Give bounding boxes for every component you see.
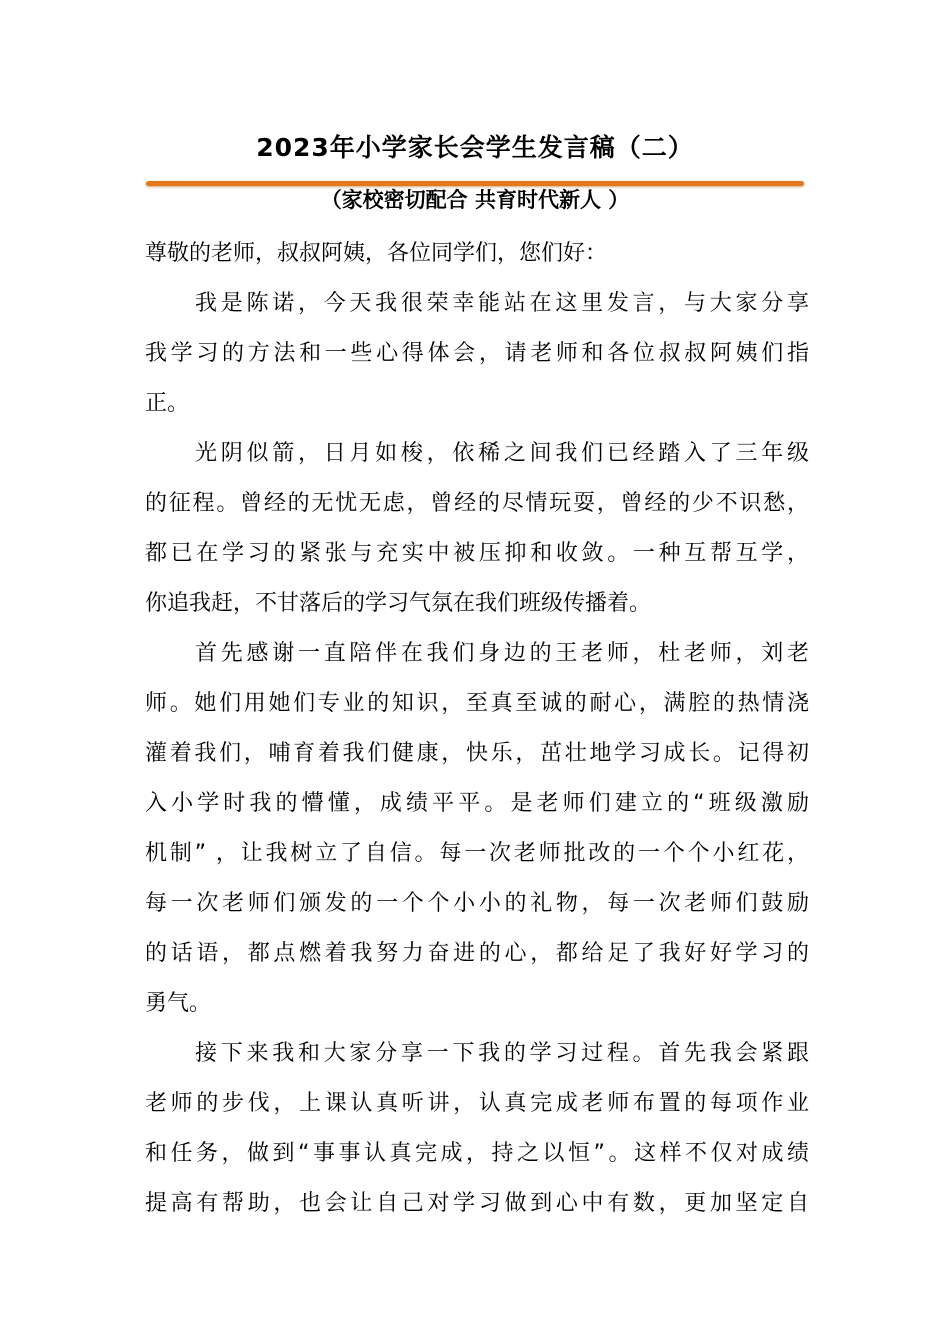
text-line: 和任务，做到“事事认真完成，持之以恒”。这样不仅对成绩 xyxy=(145,1141,809,1166)
text-line: 师。她们用她们专业的知识，至真至诚的耐心，满腔的热情浇 xyxy=(145,691,809,716)
document-subtitle: （家校密切配合 共育时代新人 ） xyxy=(320,188,630,212)
text-line: 老师的步伐，上课认真听讲，认真完成老师布置的每项作业 xyxy=(145,1091,809,1116)
text-line: 提高有帮助，也会让自己对学习做到心中有数，更加坚定自 xyxy=(145,1191,809,1216)
text-line: 我是陈诺，今天我很荣幸能站在这里发言，与大家分享 xyxy=(195,291,809,316)
text-line: 每一次老师们颁发的一个个小小的礼物，每一次老师们鼓励 xyxy=(145,891,809,916)
text-line: 你追我赶，不甘落后的学习气氛在我们班级传播着。 xyxy=(145,591,652,616)
text-line: 光阴似箭，日月如梭，依稀之间我们已经踏入了三年级 xyxy=(195,441,809,466)
text-line: 尊敬的老师，叔叔阿姨，各位同学们，您们好： xyxy=(145,241,608,266)
text-line: 正。 xyxy=(145,391,190,416)
document-title: 2023年小学家长会学生发言稿（二） xyxy=(256,133,694,162)
text-line: 入小学时我的懵懂，成绩平平。是老师们建立的“班级激励 xyxy=(145,791,809,816)
text-line: 我学习的方法和一些心得体会，请老师和各位叔叔阿姨们指 xyxy=(145,341,809,366)
text-line: 都已在学习的紧张与充实中被压抑和收敛。一种互帮互学， xyxy=(145,541,809,566)
text-line: 首先感谢一直陪伴在我们身边的王老师，杜老师，刘老 xyxy=(195,641,809,666)
body-text xyxy=(145,229,809,1229)
text-line: 的话语，都点燃着我努力奋进的心，都给足了我好好学习的 xyxy=(145,941,809,966)
text-line: 灌着我们，哺育着我们健康，快乐，茁壮地学习成长。记得初 xyxy=(145,741,809,766)
text-line: 勇气。 xyxy=(145,991,212,1016)
text-line: 的征程。曾经的无忧无虑，曾经的尽情玩耍，曾经的少不识愁， xyxy=(145,491,809,516)
text-line: 机制” ，让我树立了自信。每一次老师批改的一个个小红花， xyxy=(145,841,809,866)
text-line: 接下来我和大家分享一下我的学习过程。首先我会紧跟 xyxy=(195,1041,809,1066)
